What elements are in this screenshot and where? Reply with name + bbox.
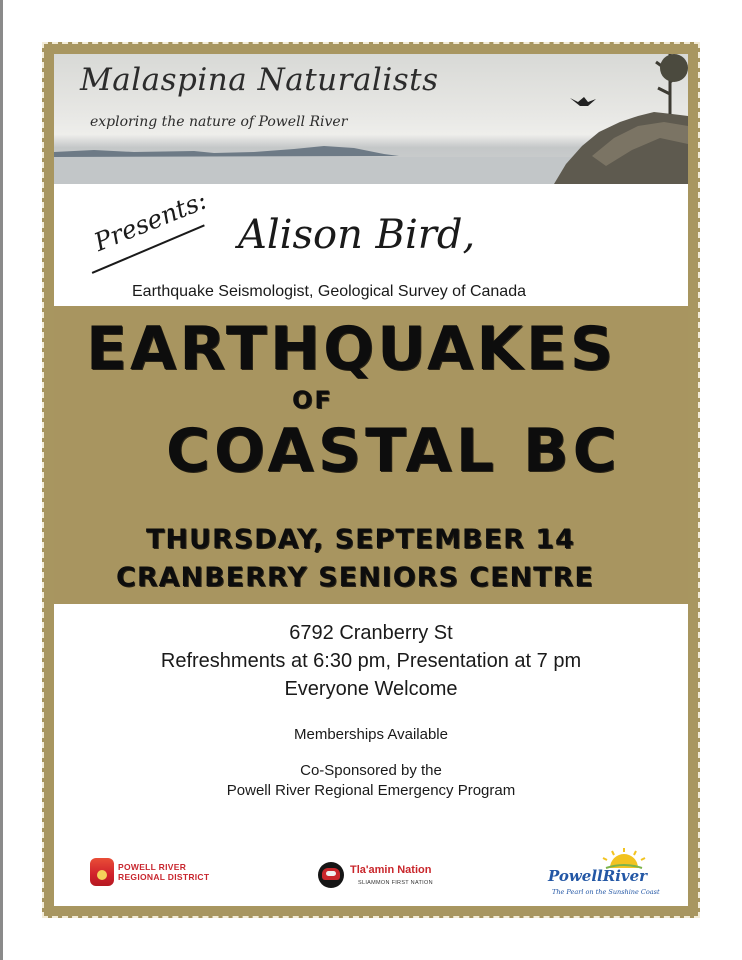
poster <box>54 54 688 906</box>
presents-label: Presents: <box>90 185 211 257</box>
event-title-band <box>54 306 688 604</box>
org-title: Malaspina Naturalists <box>80 62 439 98</box>
powell-river-logo-text: PowellRiver <box>548 867 648 885</box>
tlaamin-subtitle: SLIAMMON FIRST NATION <box>358 880 433 886</box>
prrd-logo-icon <box>90 858 114 886</box>
cosponsor-label: Co-Sponsored by the <box>300 762 442 779</box>
event-title-line3: COASTAL BC <box>166 416 621 486</box>
page-left-edge <box>0 0 3 960</box>
prrd-logo-text <box>118 862 209 882</box>
cosponsor-program: Powell River Regional Emergency Program <box>226 782 516 799</box>
event-date: THURSDAY, SEPTEMBER 14 <box>146 524 575 555</box>
event-venue: CRANBERRY SENIORS CENTRE <box>116 562 594 593</box>
tlaamin-logo-icon <box>318 862 344 888</box>
event-address: 6792 Cranberry St <box>289 622 453 644</box>
powell-river-tagline: The Pearl on the Sunshine Coast <box>552 888 660 896</box>
distant-mountains <box>54 146 399 157</box>
eagle-silhouette-icon <box>570 97 596 106</box>
speaker-name: Alison Bird, <box>238 212 476 258</box>
event-schedule: Refreshments at 6:30 pm, Presentation at 7 pm <box>160 650 582 672</box>
prrd-line2: REGIONAL DISTRICT <box>118 872 210 882</box>
event-title-line2: OF <box>292 386 333 414</box>
speaker-role: Earthquake Seismologist, Geological Survey of Canada <box>132 283 526 300</box>
prrd-line1: POWELL RIVER <box>118 862 187 872</box>
tlaamin-name: Tla'amin Nation <box>350 864 432 876</box>
tree-foliage <box>660 54 688 82</box>
memberships-note: Memberships Available <box>294 726 448 743</box>
org-tagline: exploring the nature of Powell River <box>90 114 348 130</box>
header-banner <box>54 54 688 184</box>
event-title-line1: EARTHQUAKES <box>86 314 617 384</box>
event-welcome: Everyone Welcome <box>284 678 458 700</box>
